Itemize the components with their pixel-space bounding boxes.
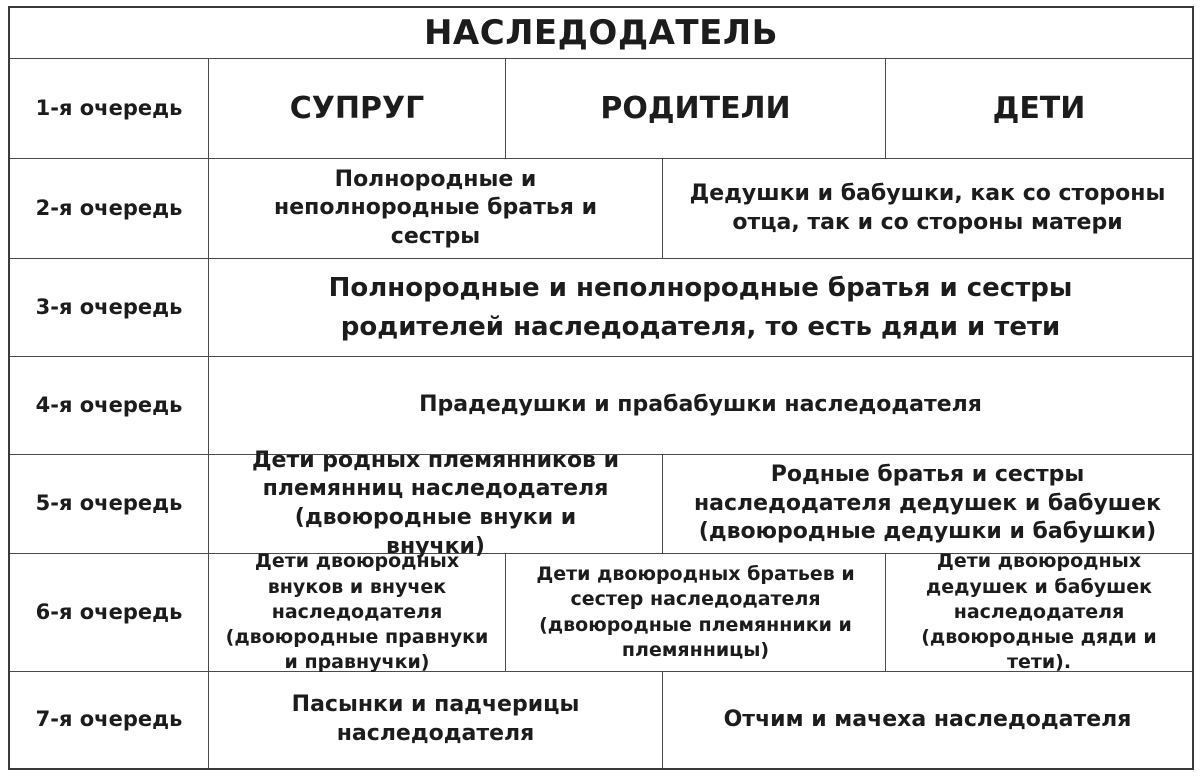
table-title: НАСЛЕДОДАТЕЛЬ	[423, 13, 779, 53]
row-label: 6-я очередь	[35, 599, 183, 624]
row-label: 5-я очередь	[35, 491, 183, 516]
table-row-1	[10, 59, 1192, 159]
table-row-3	[10, 259, 1192, 357]
heir-cell-grandparents: Дедушки и бабушки, как со стороны отца, так и со стороны матери	[662, 159, 1192, 258]
table-row-6	[10, 550, 1192, 674]
heir-cell-stepchildren: Пасынки и падчерицы наследодателя	[208, 672, 662, 768]
heir-cell-uncles-aunts: Полнородные и неполнородные братья и сестры родителей наследодателя, то есть дяди и тети	[208, 259, 1192, 356]
heir-cell-stepparents: Отчим и мачеха наследодателя	[662, 672, 1192, 768]
heir-cell-grandnephews: Дети родных племянников и племянниц наследодателя (двоюродные внуки и внучки)	[208, 455, 662, 553]
heir-cell-parents: РОДИТЕЛИ	[505, 59, 885, 158]
heir-cell-siblings: Полнородные и неполнородные братья и сестры	[208, 159, 662, 258]
inheritance-table	[8, 6, 1194, 770]
heir-cell-cousins-children: Дети двоюродных братьев и сестер наследодателя (двоюродные племянники и племянницы)	[505, 554, 885, 671]
heir-cell-spouse: СУПРУГ	[208, 59, 505, 158]
table-row-7	[10, 672, 1192, 768]
row-label: 4-я очередь	[35, 392, 183, 417]
row-label: 1-я очередь	[35, 95, 183, 120]
row-label: 2-я очередь	[35, 195, 183, 220]
heir-cell-grand-grandchildren: Дети двоюродных внуков и внучек наследодателя (двоюродные правнуки и правнучки)	[208, 554, 505, 671]
heir-cell-children: ДЕТИ	[885, 59, 1192, 158]
heir-cell-great-uncles: Родные братья и сестры наследодателя дедушек и бабушек (двоюродные дедушки и бабушки)	[662, 455, 1192, 553]
row-label: 3-я очередь	[35, 294, 183, 319]
row-label: 7-я очередь	[35, 707, 183, 732]
heir-cell-great-uncles-children: Дети двоюродных дедушек и бабушек наследодателя (двоюродные дяди и тети).	[885, 554, 1192, 671]
title-row	[10, 8, 1192, 59]
heir-cell-great-grandparents: Прадедушки и прабабушки наследодателя	[208, 357, 1192, 454]
table-row-4	[10, 357, 1192, 455]
table-row-2	[10, 159, 1192, 259]
table-row-5	[10, 447, 1192, 559]
